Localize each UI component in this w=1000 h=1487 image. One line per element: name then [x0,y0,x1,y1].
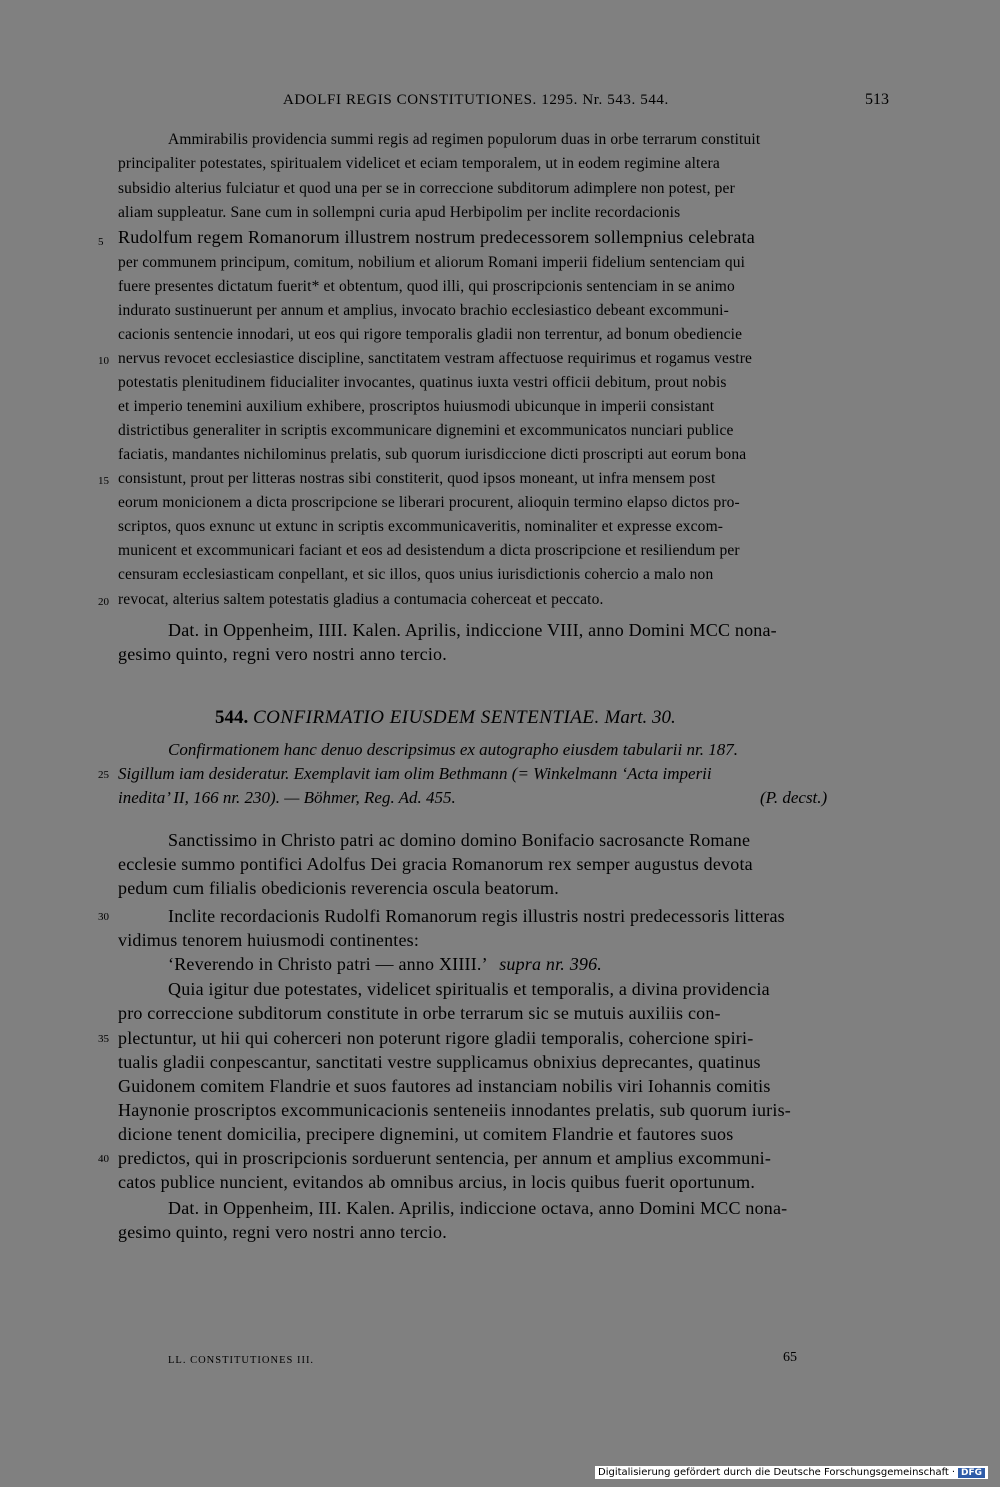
text-line: tualis gladii conpescantur, sanctitati vestre supplicamus obnixius deprecantes, quatinus [118,1052,761,1072]
text-line: Haynonie proscriptos excommunicacionis senteneiis innodantes prelatis, sub quorum iuris- [118,1100,791,1120]
line-number: 10 [98,355,109,367]
text-line: faciatis, mandantes nichilominus prelatis, sub quorum iurisdiccione dicti proscripti aut eorum bona [118,446,747,463]
line-number: 40 [98,1153,109,1165]
line-number: 35 [98,1033,109,1045]
text-line: per communem principum, comitum, nobilium et aliorum Romani imperii fidelium sentenciam qui [118,254,746,271]
text-line: aliam suppleatur. Sane cum in sollempni curia apud Herbipolim per inclite recordacionis [118,204,681,221]
text-line [168,954,602,975]
text-line: predictos, qui in proscripcionis sorduerunt sentencia, per annum et amplius excommuni- [118,1148,772,1168]
note-line: Confirmationem hanc denuo descripsimus ex autographo eiusdem tabularii nr. 187. [168,740,738,759]
document-number: 544. [215,707,249,728]
line-number: 5 [98,236,104,248]
text-line: nervus revocet ecclesiastice discipline, sanctitatem vestram affectuose requirimus et rogamus vestre [118,350,753,367]
text-line: catos publice nuncient, evitandos ab omnibus arcius, in locis quibus fuerit oportunum. [118,1172,756,1192]
text-line: scriptos, quos exnunc ut extunc in scriptis excommunicaveritis, nominaliter et expresse excom- [118,518,724,535]
text-line: subsidio alterius fulciatur et quod una per se in correccione subditorum adimplere non potest, per [118,180,735,197]
text-line: revocat, alterius saltem potestatis gladius a contumacia coherceat et peccato. [118,591,604,608]
text-line: fuere presentes dictatum fuerit* et obtentum, quod illi, qui proscripcionis sentenciam in se animo [118,278,735,295]
text-line: Quia igitur due potestates, videlicet spiritualis et temporalis, a divina providencia [168,979,770,999]
text-line: Guidonem comitem Flandrie et suos fautores ad instanciam nobilis viri Iohannis comitis [118,1076,771,1096]
document-date: Mart. 30. [604,707,676,728]
text-line: plectuntur, ut hii qui coherceri non poterunt rigore gladii temporalis, cohercione spiri- [118,1028,754,1048]
text-line: ecclesie summo pontifici Adolfus Dei gracia Romanorum rex semper augustus devota [118,854,753,874]
footer-signature: 65 [783,1350,797,1365]
text-line: Rudolfum regem Romanorum illustrem nostrum predecessorem sollempnius celebrata [118,227,755,247]
text-line: et imperio tenemini auxilium exhibere, proscriptos huiusmodi ubicunque in imperii consistant [118,398,715,415]
page-number: 513 [865,91,889,108]
text-line: principaliter potestates, spiritualem videlicet et eciam temporalem, ut in eodem regimine altera [118,155,720,172]
dating-clause: Dat. in Oppenheim, III. Kalen. Aprilis, indiccione octava, anno Domini MCC nona- [168,1198,788,1218]
text-line: pro correccione subditorum constitute in orbe terrarum sic se mutuis auxiliis con- [118,1003,721,1023]
funding-credit[interactable]: Digitalisierung gefördert durch die Deutsche Forschungsgemeinschaft · DFG [595,1466,988,1479]
note-line: inedita’ II, 166 nr. 230). — Böhmer, Reg. Ad. 455. [118,788,456,807]
line-number: 30 [98,911,109,923]
text-line: Sanctissimo in Christo patri ac domino domino Bonifacio sacrosancte Romane [168,830,751,850]
text-line: dicione tenent domicilia, precipere dignemini, ut comitem Flandrie et fautores suos [118,1124,734,1144]
line-number: 15 [98,475,109,487]
credit-text: Digitalisierung gefördert durch die Deutsche Forschungsgemeinschaft [598,1467,949,1478]
line-number: 25 [98,769,109,781]
dating-clause: gesimo quinto, regni vero nostri anno tercio. [118,1222,447,1242]
text-line: eorum monicionem a dicta proscripcione se liberari procurent, alioquin termino elapso dictos pro- [118,494,740,511]
dating-clause: Dat. in Oppenheim, IIII. Kalen. Aprilis, indiccione VIII, anno Domini MCC nona- [168,620,777,640]
incipit-reference: ‘Reverendo in Christo patri — anno XIIII.’ [168,954,487,974]
text-line: pedum cum filialis obedicionis reverencia oscula beatorum. [118,878,559,898]
text-line: consistunt, prout per litteras nostras sibi constiterit, quod ipsos moneant, ut infra mensem post [118,470,716,487]
text-line: cacionis sentencie innodari, ut eos qui rigore temporalis gladii non terrentur, ad bonum obediencie [118,326,743,343]
text-line: potestatis plenitudinem fiducialiter invocantes, quatinus iuxta vestri officii debitum, prout nobis [118,374,727,391]
text-line: Inclite recordacionis Rudolfi Romanorum regis illustris nostri predecessoris litteras [168,906,785,926]
line-number: 20 [98,596,109,608]
document-heading [215,707,676,729]
note-reference: (P. decst.) [760,788,828,807]
dating-clause: gesimo quinto, regni vero nostri anno tercio. [118,644,447,664]
dfg-logo-icon: DFG [958,1468,985,1478]
supra-reference: supra nr. 396. [499,954,603,974]
text-line: indurato sustinuerunt per annum et amplius, invocato brachio ecclesiastico debeant excommuni- [118,302,729,319]
footer-volume: LL. CONSTITUTIONES III. [168,1355,315,1366]
text-line: municent et excommunicari faciant et eos ad desistendum a dicta proscripcione et resiliendum per [118,542,740,559]
text-line: censuram ecclesiasticam conpellant, et sic illos, quos unius iurisdictionis cohercio a malo non [118,566,714,583]
text-line: districtibus generaliter in scriptis excommunicare dignemini et excommunicatos nunciari publice [118,422,734,439]
text-line: Ammirabilis providencia summi regis ad regimen populorum duas in orbe terrarum constituit [168,131,761,148]
text-line: vidimus tenorem huiusmodi continentes: [118,930,420,950]
document-title: CONFIRMATIO EIUSDEM SENTENTIAE. [253,707,600,728]
note-line: Sigillum iam desideratur. Exemplavit iam olim Bethmann (= Winkelmann ‘Acta imperii [118,764,712,783]
running-title: ADOLFI REGIS CONSTITUTIONES. 1295. Nr. 543. 544. [283,92,669,108]
